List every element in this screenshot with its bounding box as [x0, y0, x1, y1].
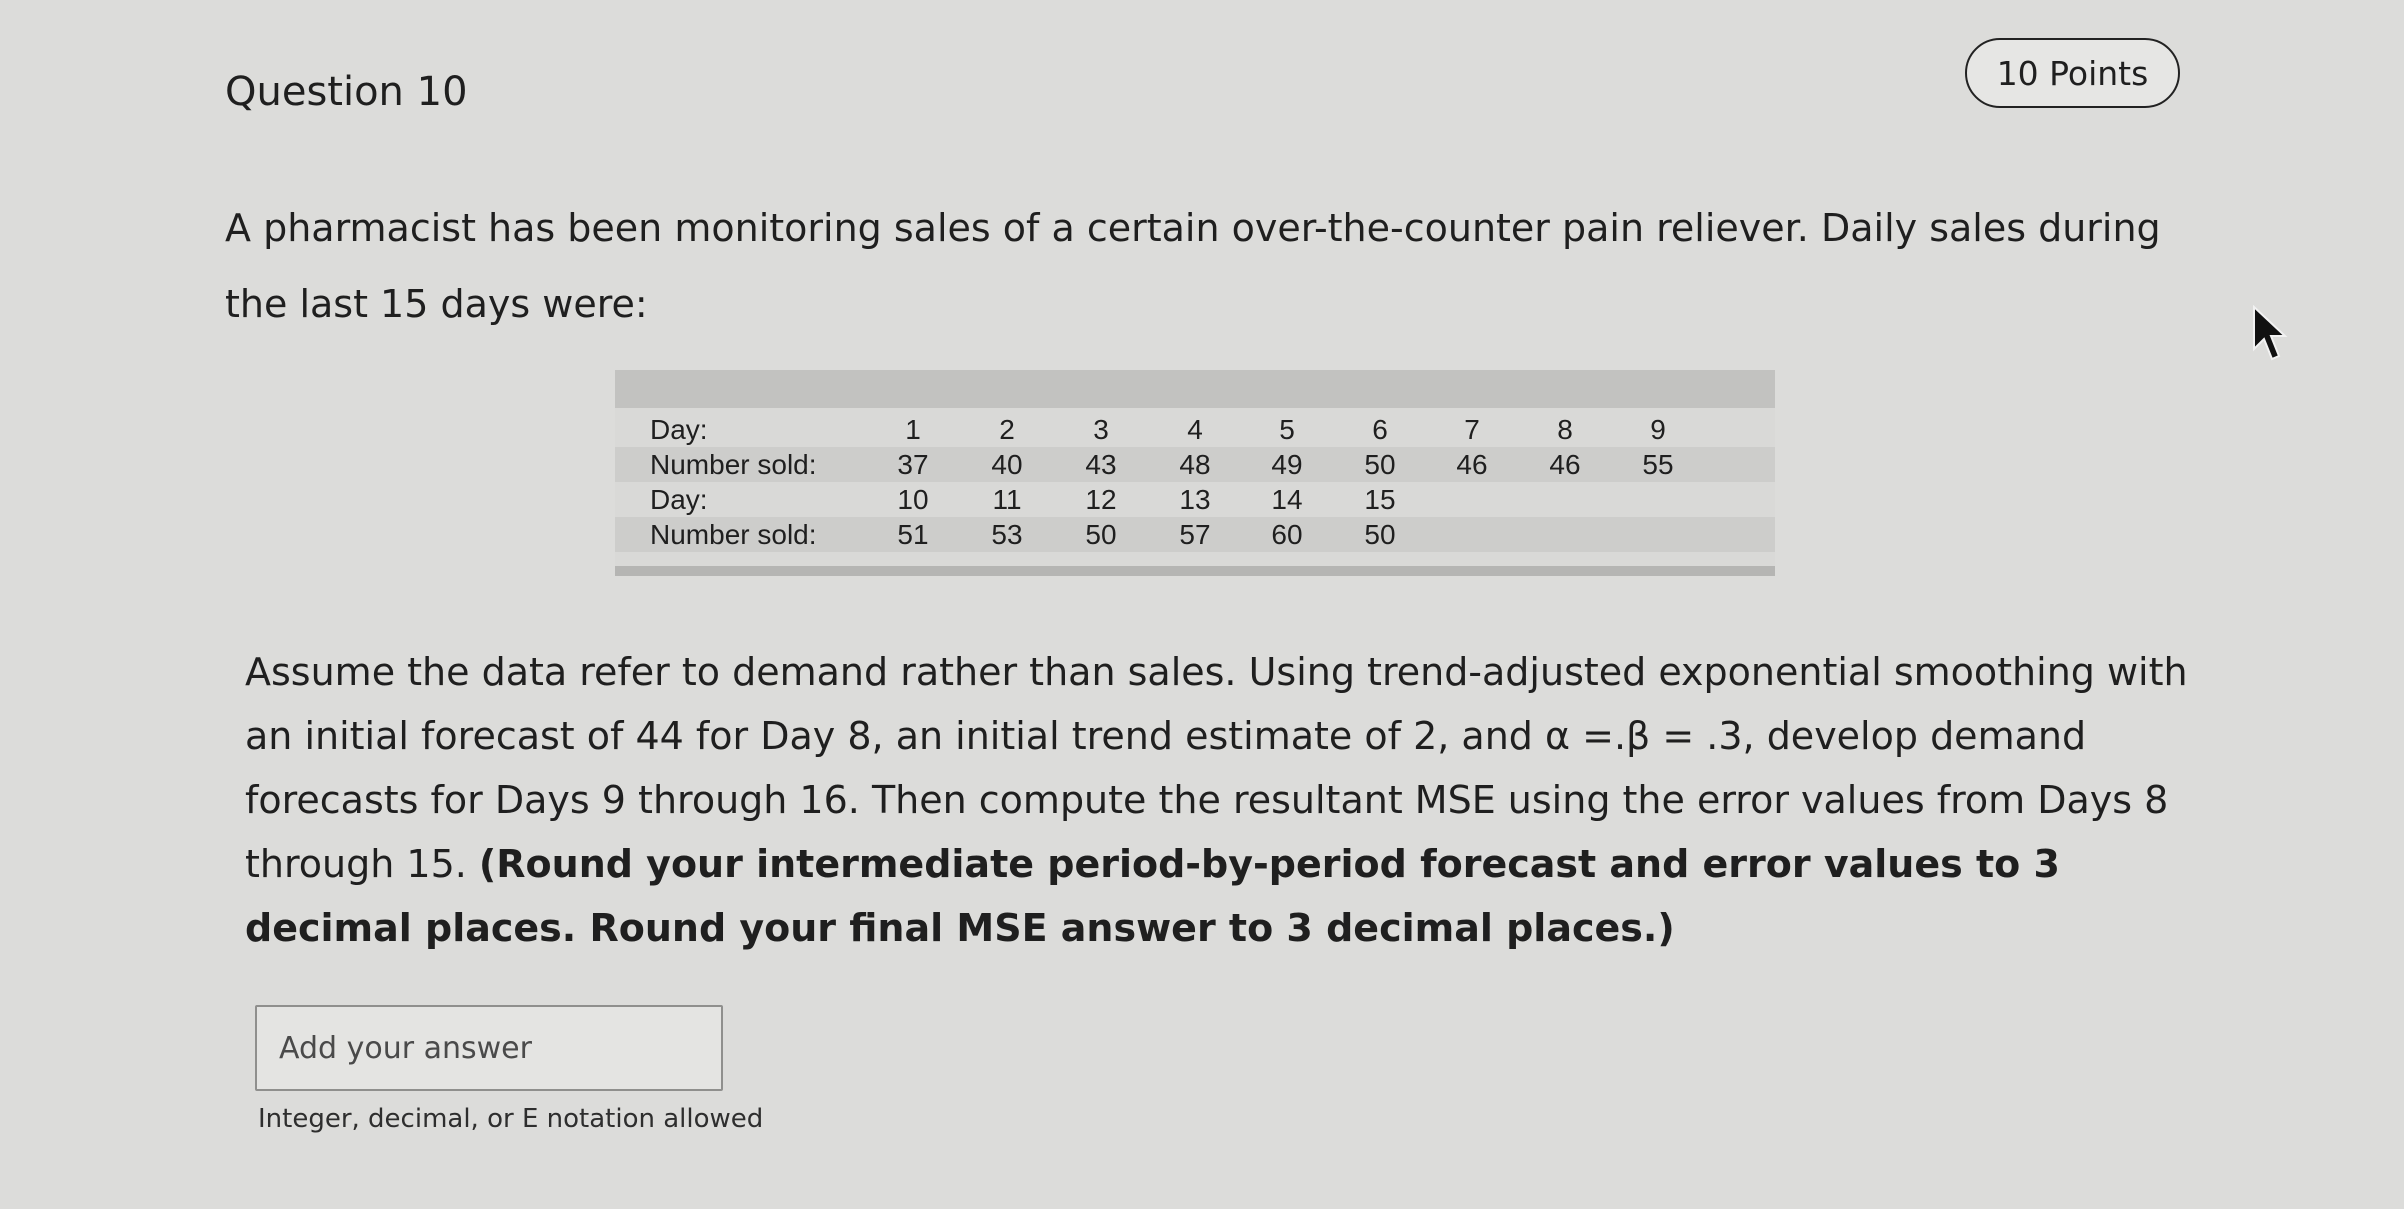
table-cell: 8: [1557, 414, 1573, 445]
table-cell: 55: [1642, 449, 1674, 480]
table-cell: 9: [1650, 414, 1666, 445]
instructions-rounding-note: (Round your intermediate period-by-period forecast and error values to 3 decimal places. Round your final MSE answer to 3 decimal places.): [245, 842, 2060, 950]
table-cell: 14: [1271, 484, 1303, 515]
table-cell: 15: [1364, 484, 1396, 515]
data-table: [615, 370, 1775, 576]
table-row: [615, 447, 1775, 482]
table-row: [615, 482, 1775, 517]
answer-hint: Integer, decimal, or E notation allowed: [258, 1104, 764, 1134]
table-cell: 6: [1372, 414, 1388, 445]
table-cell: 3: [1093, 414, 1109, 445]
table-cell: 50: [1085, 519, 1117, 550]
table-row-label: Day:: [650, 484, 708, 515]
table-row: [615, 412, 1775, 447]
question-instructions: [245, 640, 2205, 960]
table-cell: 46: [1456, 449, 1488, 480]
table-cell: 46: [1549, 449, 1581, 480]
answer-input[interactable]: [255, 1005, 723, 1091]
question-intro: A pharmacist has been monitoring sales of a certain over-the-counter pain reliever. Daily sales during the last 15 days were:: [225, 206, 2161, 326]
table-cell: 11: [992, 484, 1022, 515]
instructions-text: Assume the data refer to demand rather than sales. Using trend-adjusted exponential smoothing with an initial forecast of 44 for Day 8, an initial trend estimate of 2, and α =.β = .3, develop demand forecasts for Days 9 through 16. Then compute the resultant MSE using the error values from Days 8 through 15.: [245, 650, 2188, 886]
table-cell: 50: [1364, 519, 1396, 550]
table-cell: 37: [897, 449, 929, 480]
table-row-label: Number sold:: [650, 449, 817, 480]
table-cell: 53: [991, 519, 1023, 550]
table-cell: 12: [1085, 484, 1117, 515]
table-bottom-bar: [615, 566, 1775, 576]
table-top-bar: [615, 370, 1775, 408]
table-row-label: Day:: [650, 414, 708, 445]
mouse-pointer-icon: [2250, 305, 2290, 365]
table-cell: 51: [897, 519, 929, 550]
table-cell: 1: [905, 414, 921, 445]
table-cell: 40: [991, 449, 1023, 480]
points-badge: 10 Points: [1965, 38, 2180, 108]
table-cell: 5: [1279, 414, 1295, 445]
table-cell: 7: [1464, 414, 1480, 445]
table-cell: 4: [1187, 414, 1203, 445]
table-cell: 43: [1085, 449, 1117, 480]
table-cell: 50: [1364, 449, 1396, 480]
table-cell: 60: [1271, 519, 1303, 550]
table-row-label: Number sold:: [650, 519, 817, 550]
table-cell: 48: [1179, 449, 1211, 480]
table-cell: 2: [999, 414, 1015, 445]
table-cell: 49: [1271, 449, 1303, 480]
table-cell: 10: [897, 484, 929, 515]
table-cell: 57: [1179, 519, 1211, 550]
table-cell: 13: [1179, 484, 1211, 515]
table-row: [615, 517, 1775, 552]
question-title: Question 10: [225, 69, 468, 115]
